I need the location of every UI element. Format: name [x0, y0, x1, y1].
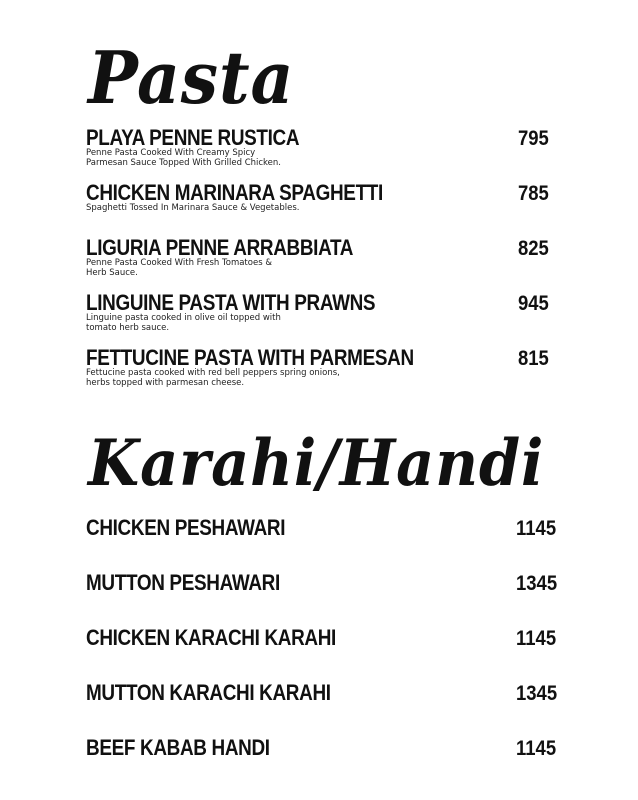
menu-item [86, 517, 556, 539]
menu-item-description: Spaghetti Tossed In Marinara Sauce & Vegetables. [86, 203, 300, 213]
menu-item-price: 1145 [516, 517, 557, 540]
menu-item [86, 127, 556, 168]
menu-item [86, 737, 556, 759]
menu-item [86, 237, 556, 278]
menu-item-name: LINGUINE PASTA WITH PRAWNS [86, 290, 376, 315]
menu-item-name: MUTTON PESHAWARI [86, 570, 280, 595]
pasta-section-heading: Pasta [88, 35, 295, 120]
menu-item-description: Penne Pasta Cooked With Creamy Spicy Parmesan Sauce Topped With Grilled Chicken. [86, 148, 281, 168]
menu-item-description: Fettucine pasta cooked with red bell peppers spring onions, herbs topped with parmesan cheese. [86, 368, 340, 388]
menu-item [86, 627, 556, 649]
menu-item-price: 945 [518, 292, 549, 315]
menu-item-name: PLAYA PENNE RUSTICA [86, 125, 300, 150]
menu-item-name: BEEF KABAB HANDI [86, 735, 270, 760]
menu-item-name: CHICKEN MARINARA SPAGHETTI [86, 180, 383, 205]
menu-item [86, 682, 556, 704]
karahi-handi-section-heading: Karahi/Handi [88, 426, 545, 501]
menu-item-description: Linguine pasta cooked in olive oil topped with tomato herb sauce. [86, 313, 281, 333]
menu-item-price: 795 [518, 127, 549, 150]
menu-item [86, 572, 556, 594]
menu-item-name: CHICKEN KARACHI KARAHI [86, 625, 336, 650]
menu-item-price: 1345 [516, 572, 558, 595]
menu-item-price: 1345 [516, 682, 558, 705]
menu-item [86, 182, 556, 214]
menu-item-price: 785 [518, 182, 549, 205]
menu-item-name: CHICKEN PESHAWARI [86, 515, 286, 540]
menu-item-name: LIGURIA PENNE ARRABBIATA [86, 235, 354, 260]
menu-item-name: MUTTON KARACHI KARAHI [86, 680, 331, 705]
menu-item [86, 347, 556, 388]
menu-item-description: Penne Pasta Cooked With Fresh Tomatoes & Herb Sauce. [86, 258, 272, 278]
menu-item-name: FETTUCINE PASTA WITH PARMESAN [86, 345, 414, 370]
menu-item-price: 815 [518, 347, 549, 370]
menu-item-price: 1145 [516, 737, 557, 760]
menu-item [86, 292, 556, 333]
menu-item-price: 825 [518, 237, 549, 260]
menu-item-price: 1145 [516, 627, 557, 650]
